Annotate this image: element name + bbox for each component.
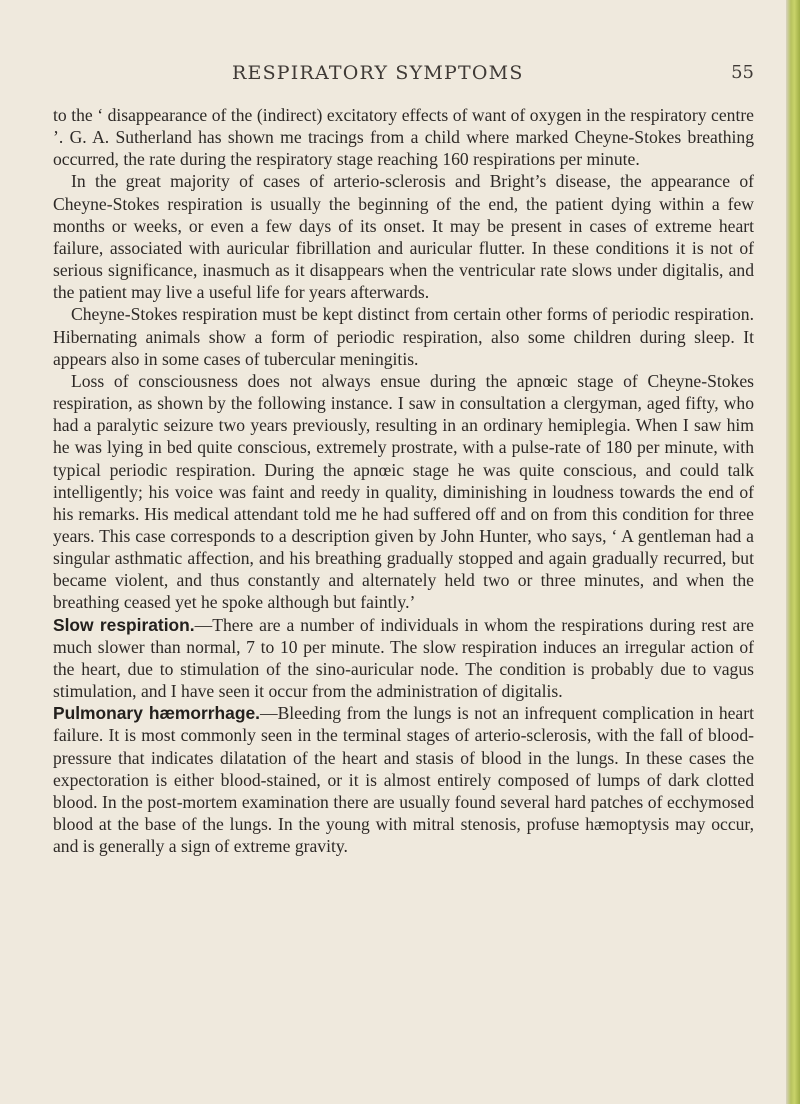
paragraph: Loss of consciousness does not always ensue during the apnœic stage of Cheyne-Stokes respiration, as shown by the following instance. I saw in consultation a clergyman, aged fifty, who had a paralytic seizure two years previously, resulting in an ordinary hemiplegia. When I saw him he was lying in bed quite conscious, extremely prostrate, with a pulse-rate of 180 per minute, with typical periodic respiration. During the apnœic stage he was quite conscious, and could talk intelligently; his voice was faint and reedy in quality, diminishing in loudness towards the end of his remarks. His medical attendant told me he had suffered off and on from this condition for three years. This case corresponds to a description given by John Hunter, who says, ‘ A gentleman had a singular asthmatic affection, and his breathing gradually stopped and again gradually recurred, but became violent, and thus constantly and alternately held two or three minutes, and when the breathing ceased yet he spoke although but faintly.’ bbox=[53, 370, 754, 613]
paragraph: to the ‘ disappearance of the (indirect) excitatory effects of want of oxygen in the respiratory centre ’. G. A. Sutherland has shown me tracings from a child where marked Cheyne-Stokes breathing occurred, the rate during the respiratory stage reaching 160 respirations per minute. bbox=[53, 105, 754, 170]
section-heading: Pulmonary hæmorrhage. bbox=[53, 703, 260, 724]
running-title: RESPIRATORY SYMPTOMS bbox=[232, 62, 524, 84]
page-edge-strip bbox=[786, 0, 800, 1104]
paragraph bbox=[53, 702, 754, 857]
paragraph: In the great majority of cases of arterio-sclerosis and Bright’s disease, the appearance of Cheyne-Stokes respiration is usually the beginning of the end, the patient dying within a few months or weeks, or even a few days of its onset. It may be present in cases of extreme heart failure, associated with auricular fibrillation and auricular flutter. In these conditions it is not of serious significance, inasmuch as it disappears when the ventricular rate slows under digitalis, and the patient may live a useful life for years afterwards. bbox=[53, 171, 754, 303]
page-number: 55 bbox=[731, 62, 754, 83]
section-heading: Slow respiration. bbox=[53, 614, 195, 635]
paragraph-text: —Bleeding from the lungs is not an infrequent complication in heart failure. It is most commonly seen in the terminal stages of arterio-sclerosis, with the fall of blood-pressure that indicates dilatation of the heart and stasis of blood in the lungs. In these cases the expectoration is either blood-stained, or it is almost entirely composed of lumps of dark clotted blood. In the post-mortem examination there are usually found several hard patches of ecchymosed blood at the base of the lungs. In the young with mitral stenosis, profuse hæmoptysis may occur, and is generally a sign of extreme gravity. bbox=[53, 703, 754, 857]
paragraph: Cheyne-Stokes respiration must be kept distinct from certain other forms of periodic respiration. Hibernating animals show a form of periodic respiration, also some children during sleep. It appears also in some cases of tubercular meningitis. bbox=[53, 304, 754, 369]
body-text bbox=[53, 104, 754, 857]
paragraph-text: —There are a number of individuals in whom the respirations during rest are much slower than normal, 7 to 10 per minute. The slow respiration induces an irregular action of the heart, due to stimulation of the sino-auricular node. The condition is probably due to vagus stimulation, and I have seen it occur from the administration of digitalis. bbox=[53, 614, 754, 702]
page-header bbox=[52, 62, 754, 92]
paragraph bbox=[53, 614, 754, 703]
